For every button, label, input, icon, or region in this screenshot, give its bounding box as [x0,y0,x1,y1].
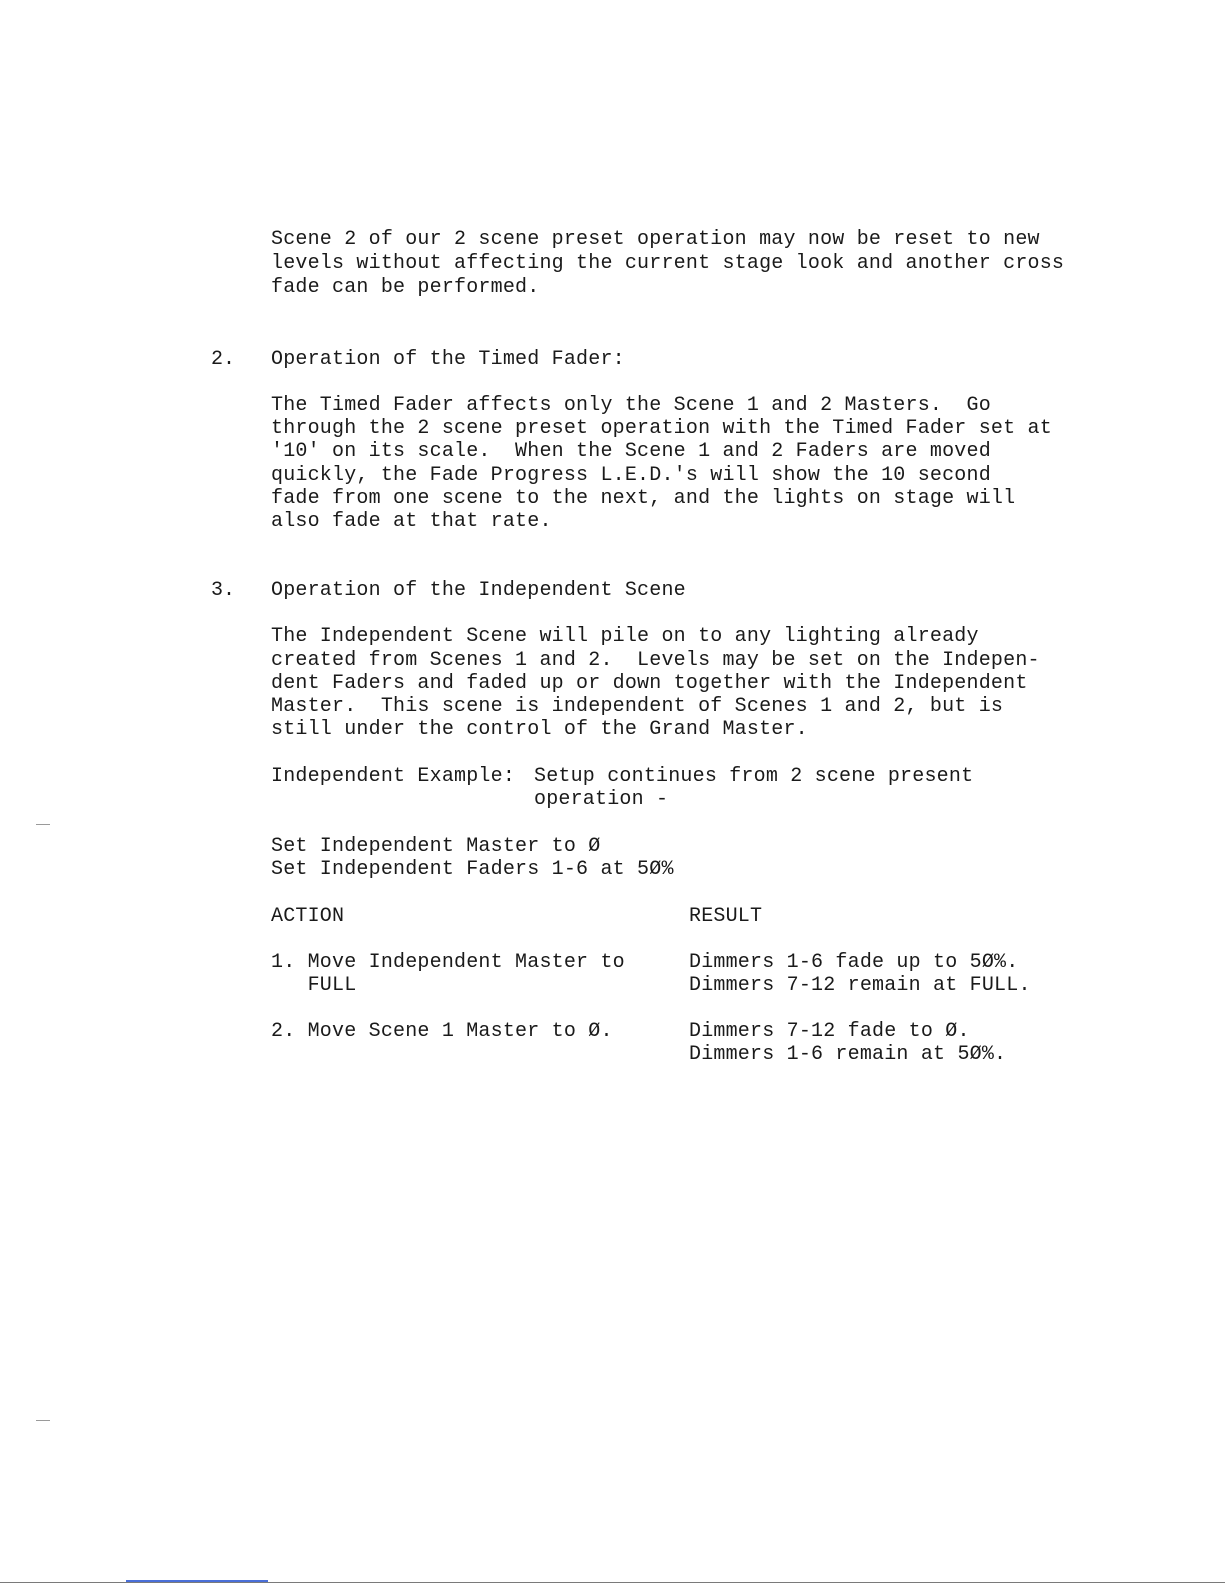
section-3-line-1: The Independent Scene will pile on to any lighting already [271,625,979,648]
bottom-highlight-mark [126,1580,268,1582]
example-text-1: Setup continues from 2 scene present [534,765,974,788]
row-2-action-1: 2. Move Scene 1 Master to Ø. [271,1020,613,1043]
section-2-number: 2. [211,348,236,371]
section-2-line-6: also fade at that rate. [271,510,552,533]
result-header: RESULT [689,905,763,928]
section-2-line-5: fade from one scene to the next, and the lights on stage will [271,487,1016,510]
section-2-line-4: quickly, the Fade Progress L.E.D.'s will show the 10 second [271,464,991,487]
section-3-line-5: still under the control of the Grand Master. [271,718,808,741]
intro-line-2: levels without affecting the current stage look and another cross [271,252,1065,275]
section-3-line-4: Master. This scene is independent of Scenes 1 and 2, but is [271,695,1004,718]
action-header: ACTION [271,905,345,928]
row-1-result-2: Dimmers 7-12 remain at FULL. [689,974,1031,997]
example-label: Independent Example: [271,765,516,788]
section-2-line-3: '10' on its scale. When the Scene 1 and 2 Faders are moved [271,440,991,463]
row-1-action-2: FULL [271,974,357,997]
scan-edge-mark [36,824,50,825]
bottom-divider [0,1582,1225,1583]
intro-line-1: Scene 2 of our 2 scene preset operation may now be reset to new [271,228,1040,251]
section-3-number: 3. [211,579,236,602]
setup-line-2: Set Independent Faders 1-6 at 5Ø% [271,858,674,881]
section-2-heading: Operation of the Timed Fader: [271,348,625,371]
setup-line-1: Set Independent Master to Ø [271,835,601,858]
section-3-line-3: dent Faders and faded up or down together with the Independent [271,672,1028,695]
row-2-result-1: Dimmers 7-12 fade to Ø. [689,1020,970,1043]
section-3-heading: Operation of the Independent Scene [271,579,686,602]
section-2-line-2: through the 2 scene preset operation with the Timed Fader set at [271,417,1052,440]
row-1-result-1: Dimmers 1-6 fade up to 5Ø%. [689,951,1019,974]
row-1-action-1: 1. Move Independent Master to [271,951,625,974]
scan-edge-mark [36,1420,50,1421]
intro-line-3: fade can be performed. [271,276,540,299]
row-2-result-2: Dimmers 1-6 remain at 5Ø%. [689,1043,1007,1066]
section-2-line-1: The Timed Fader affects only the Scene 1 and 2 Masters. Go [271,394,991,417]
example-text-2: operation - [534,788,669,811]
section-3-line-2: created from Scenes 1 and 2. Levels may be set on the Indepen- [271,649,1040,672]
